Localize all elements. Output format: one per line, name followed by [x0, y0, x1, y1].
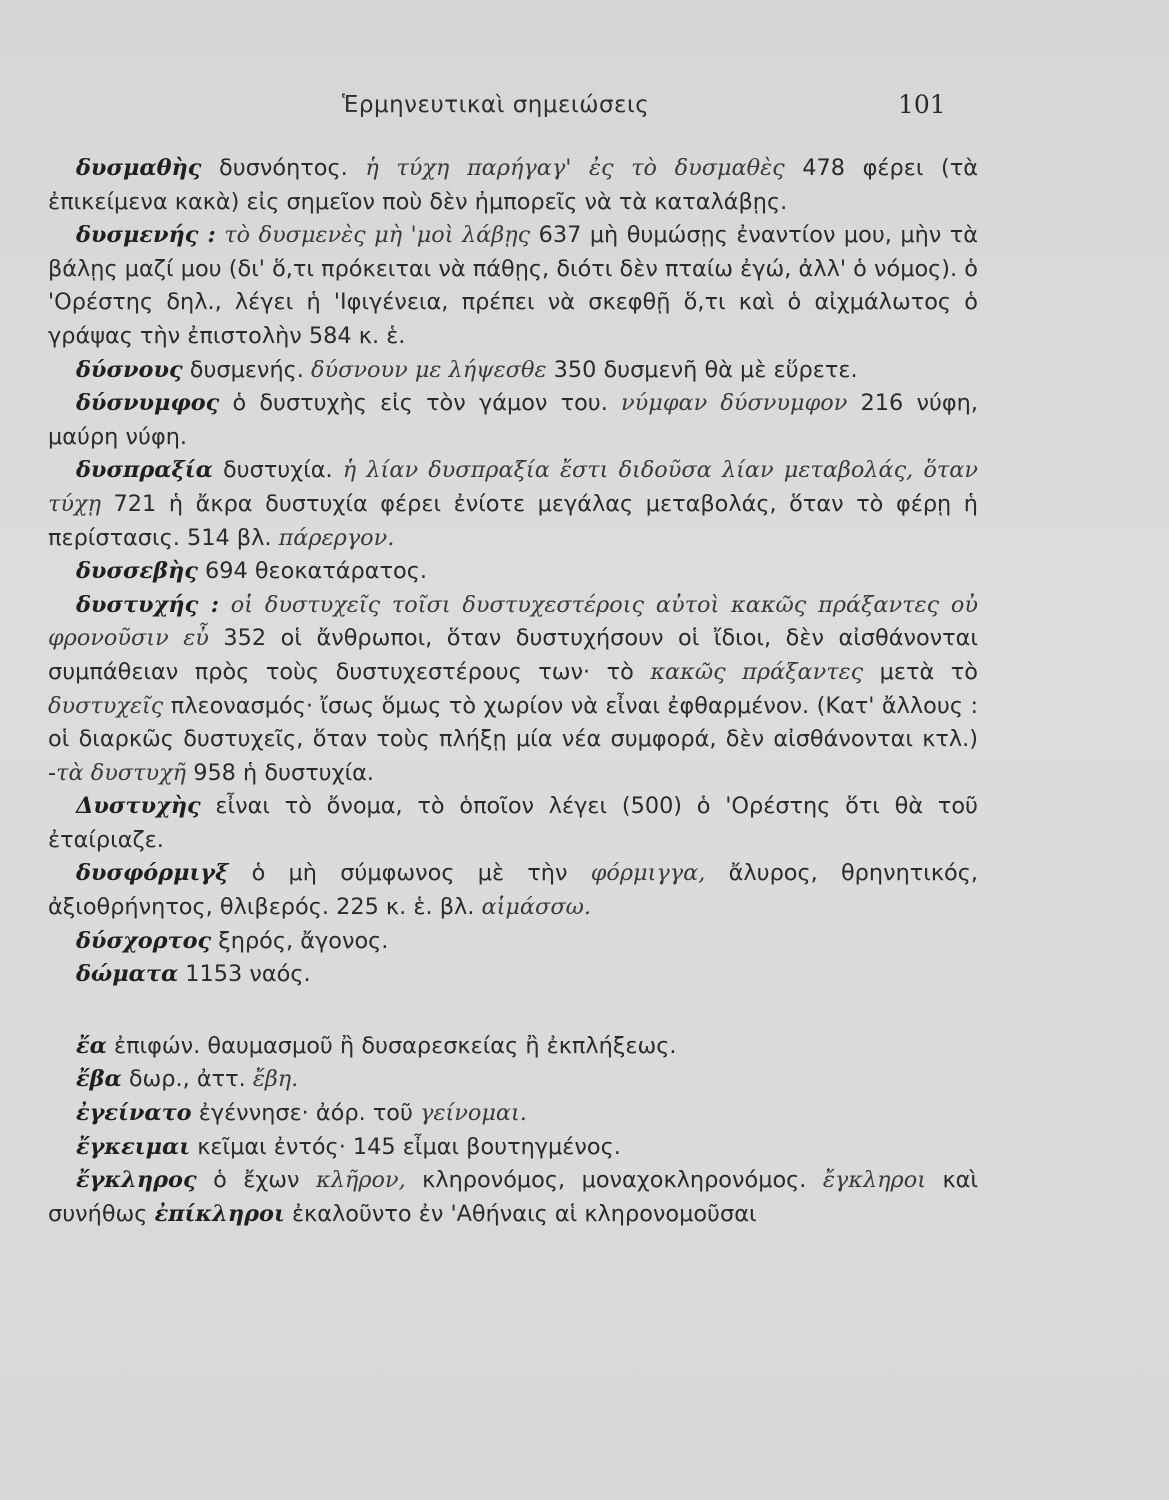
glossary-entry [48, 152, 978, 219]
entry-text: 694 θεοκατάρατος. [197, 558, 427, 585]
entry-quote: γείνομαι. [420, 1100, 527, 1127]
entry-text: 637 μὴ θυμώσῃς ἐναντίον μου, μὴν τὰ βάλῃς μαζί μου (δι' ὅ,τι πρόκειται νὰ πάθῃς, διότι δὲν πταίω ἐγώ, ἀλλ' ὁ νόμος). ὁ 'Ορέστης δηλ., λέγει ἡ 'Ιφιγένεια, πρέπει νὰ σκεφθῇ ὅ,τι καὶ ὁ αἰχμάλωτος ὁ γράψας τὴν ἐπιστολὴν 584 κ. ἑ. [48, 222, 978, 349]
page-header [0, 92, 1169, 128]
glossary-entry [48, 925, 978, 959]
running-title: Ἑρμηνευτικαὶ σημειώσεις [342, 92, 650, 118]
entry-quote: δύσνουν με λήψεσθε [311, 356, 547, 383]
entry-quote: ἔγκληροι [822, 1167, 926, 1194]
entry-lemma: δυσσεβὴς [76, 558, 198, 585]
page-number: 101 [898, 90, 946, 119]
entry-quote: ἔβη. [252, 1066, 299, 1093]
entry-text: ὁ ἔχων [196, 1167, 317, 1194]
entry-quote: τὰ δυστυχῆ [56, 759, 187, 786]
entry-text: μετὰ τὸ [863, 658, 978, 685]
entry-text: ξηρός, ἄγονος. [211, 927, 389, 954]
entry-text: 721 ἡ ἄκρα δυστυχία φέρει ἐνίοτε μεγάλας μεταβολάς, ὅταν τὸ φέρῃ ἡ περίστασις. 514 βλ. [48, 490, 978, 551]
glossary-entry [48, 1030, 978, 1064]
entry-quote: ἡ λίαν δυσπραξία ἔστι διδοῦσα λίαν μεταβολάς, ὅταν τύχῃ [48, 457, 979, 517]
entry-text: κεῖμαι ἐντός· 145 εἶμαι βουτηγμένος. [190, 1133, 621, 1160]
glossary-entry [48, 857, 978, 924]
entry-text: 958 ἡ δυστυχία. [186, 759, 375, 786]
entry-lemma: δυσμαθὴς [76, 155, 202, 181]
entry-text: καὶ συνήθως [48, 1167, 978, 1227]
glossary-entry [48, 1063, 978, 1097]
entry-lemma: δυσμενής : [76, 222, 216, 249]
entry-text: 1153 ναός. [178, 961, 311, 988]
entry-text: δυσνόητος. [201, 155, 366, 181]
entry-text: δωρ., ἀττ. [121, 1066, 253, 1093]
entry-lemma: ἐγείνατο [76, 1100, 192, 1127]
entry-text: κληρονόμος, μοναχοκληρονόμος. [405, 1167, 823, 1194]
entry-text: δυσμενής. [182, 356, 312, 383]
glossary-entry [48, 354, 978, 388]
entry-text: εἶναι τὸ ὄνομα, τὸ ὁποῖον λέγει (500) ὁ 'Ορέστης ὅτι θὰ τοῦ ἐταίριαζε. [48, 793, 978, 853]
entry-lemma: δύσνους [76, 356, 183, 383]
entry-lemma: ἔα [76, 1032, 107, 1059]
glossary-entry [48, 589, 978, 791]
entry-text: ἐκαλοῦντο ἐν 'Αθήναις αἱ κληρονομοῦσαι [284, 1200, 757, 1227]
glossary-entry [48, 958, 978, 992]
entry-lemma: δώματα [76, 961, 179, 988]
entry-text: 352 οἱ ἄνθρωποι, ὅταν δυστυχήσουν οἱ ἴδιοι, δὲν αἰσθάνονται συμπάθειαν πρὸς τοὺς δυστυχεστέρους των· τὸ [48, 625, 978, 685]
entry-quote: κακῶς πράξαντες [650, 658, 864, 685]
entry-text: δυστυχία. [212, 457, 343, 484]
entry-lemma: ἐπίκληροι [154, 1200, 285, 1227]
glossary-entry [48, 1164, 978, 1231]
entry-text: 478 φέρει (τὰ ἐπικείμενα κακὰ) εἰς σημεῖον ποὺ δὲν ἠμπορεῖς νὰ τὰ καταλάβῃς. [48, 155, 978, 215]
glossary-entry [48, 387, 978, 454]
entry-quote: νύμφαν δύσνυμφον [621, 390, 848, 417]
entry-lemma: ἔβα [76, 1066, 122, 1093]
entry-lemma: δύσχορτος [76, 927, 212, 954]
glossary-entry [48, 1097, 978, 1131]
entry-lemma: δυσφόρμιγξ [76, 860, 229, 887]
entry-text [219, 592, 231, 618]
entry-text: 216 νύφη, μαύρη νύφη. [48, 390, 978, 450]
entry-lemma: ἔγκληρος [76, 1167, 197, 1194]
entry-lemma: ἔγκειμαι [76, 1133, 191, 1160]
entry-lemma: δύσνυμφος [76, 390, 220, 417]
entry-text: ἄλυρος, θρηνητικός, ἀξιοθρήνητος, θλιβερός. 225 κ. ἑ. βλ. [48, 860, 978, 921]
entry-quote: οἱ δυστυχεῖς τοῖσι δυστυχεστέροις αὐτοὶ κακῶς πράξαντες οὐ φρονοῦσιν εὖ [48, 591, 979, 652]
entry-quote: φόρμιγγα, [590, 860, 706, 887]
glossary-body [48, 152, 978, 1231]
glossary-entry [48, 219, 978, 353]
entry-text: 350 δυσμενῆ θὰ μὲ εὕρετε. [546, 356, 858, 383]
glossary-entry [48, 454, 978, 555]
entry-text: ὁ δυστυχὴς εἰς τὸν γάμον του. [219, 390, 622, 417]
glossary-entry [48, 790, 978, 857]
entry-text [216, 222, 224, 248]
entry-quote: κλῆρον, [316, 1167, 406, 1194]
glossary-entry [48, 1131, 978, 1165]
entry-quote: ἡ τύχη παρήγαγ' ἐς τὸ δυσμαθὲς [365, 155, 785, 181]
entry-text: ἐπιφών. θαυμασμοῦ ἢ δυσαρεσκείας ἢ ἐκπλήξεως. [106, 1032, 677, 1059]
entry-text: πλεονασμός· ἴσως ὅμως τὸ χωρίον νὰ εἶναι ἐφθαρμένον. (Κατ' ἄλλους : οἱ διαρκῶς δυστυχεῖς, ὅταν τοὺς πλήξῃ μία νέα συμφορά, δὲν αἰσθάνονται κτλ.) - [48, 692, 978, 786]
entry-lemma: Δυστυχὴς [76, 793, 201, 820]
entry-text: ἐγέννησε· ἀόρ. τοῦ [191, 1100, 421, 1127]
entry-lemma: δυστυχής : [76, 591, 219, 618]
entry-quote: τὸ δυσμενὲς μὴ 'μοὶ λάβῃς [224, 222, 531, 249]
entry-quote: αἱμάσσω. [481, 894, 591, 921]
glossary-entry [48, 555, 978, 589]
entry-quote: δυστυχεῖς [48, 692, 164, 719]
entry-lemma: δυσπραξία [76, 457, 213, 484]
entry-text: ὁ μὴ σύμφωνος μὲ τὴν [228, 860, 591, 887]
section-gap [48, 992, 978, 1030]
entry-quote: πάρεργον. [278, 524, 395, 551]
